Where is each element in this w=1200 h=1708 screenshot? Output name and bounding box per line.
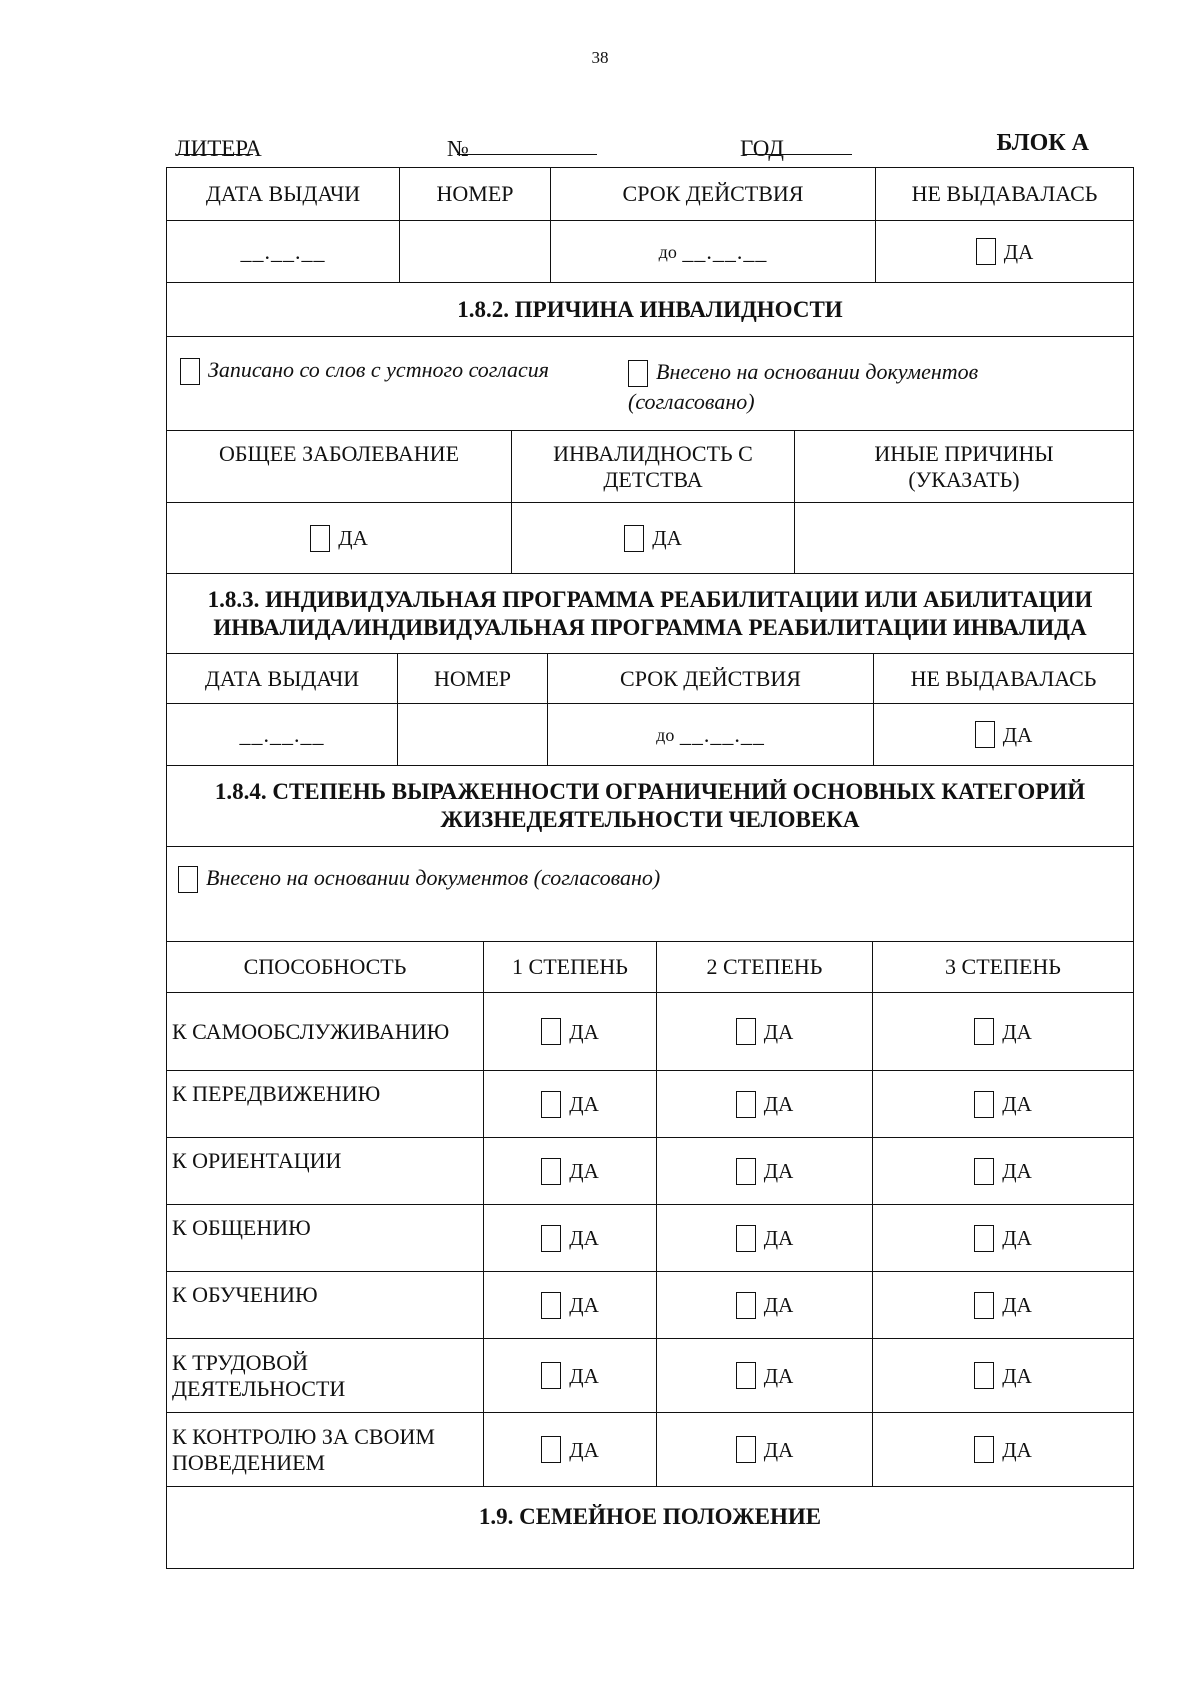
checkbox[interactable] <box>736 1362 756 1389</box>
ipr-date-field[interactable]: __.__.__ <box>167 704 398 765</box>
checkbox[interactable] <box>541 1158 561 1185</box>
ipr-title-row <box>167 574 1133 654</box>
checkbox[interactable] <box>736 1225 756 1252</box>
cause-title-row <box>167 283 1133 337</box>
cause-col-childhood: ИНВАЛИДНОСТЬ С ДЕТСТВА <box>512 431 795 502</box>
checkbox[interactable] <box>974 1225 994 1252</box>
checkbox[interactable] <box>974 1436 994 1463</box>
checkbox[interactable] <box>976 238 996 265</box>
cause-value-row <box>167 503 1133 574</box>
cause-notes-row <box>167 337 1133 431</box>
ability-label: К ОБУЧЕНИЮ <box>167 1272 484 1338</box>
general-illness-cell: ДА <box>167 503 512 573</box>
checkbox[interactable] <box>736 1091 756 1118</box>
checkbox[interactable] <box>975 721 995 748</box>
ipr-header-row <box>167 654 1133 704</box>
cert-date-field[interactable]: __.__.__ <box>167 221 400 282</box>
table-row: К САМООБСЛУЖИВАНИЮ ДА ДА ДА <box>167 993 1133 1071</box>
section-title: 1.9. СЕМЕЙНОЕ ПОЛОЖЕНИЕ <box>478 1504 822 1529</box>
checkbox[interactable] <box>178 866 198 893</box>
limits-col-ability: СПОСОБНОСТЬ <box>167 942 484 992</box>
cert-col-not-issued: НЕ ВЫДАВАЛАСЬ <box>911 181 1098 206</box>
page-number: 38 <box>591 48 609 67</box>
checkbox[interactable] <box>974 1091 994 1118</box>
cert-value-row <box>167 221 1133 283</box>
cert-not-issued-cell: ДА <box>876 221 1133 282</box>
ipr-col-validity: СРОК ДЕЙСТВИЯ <box>548 654 874 703</box>
checkbox[interactable] <box>541 1018 561 1045</box>
table-row: К ОБЩЕНИЮ ДА ДА ДА <box>167 1205 1133 1272</box>
ipr-validity-field[interactable]: до __.__.__ <box>548 704 874 765</box>
ability-label: К ОРИЕНТАЦИИ <box>167 1138 484 1204</box>
limits-title-row <box>167 766 1133 847</box>
limits-col-degree-1: 1 СТЕПЕНЬ <box>484 942 657 992</box>
table-row: К КОНТРОЛЮ ЗА СВОИМ ПОВЕДЕНИЕМ ДА ДА ДА <box>167 1413 1133 1487</box>
checkbox[interactable] <box>310 525 330 552</box>
checkbox[interactable] <box>628 360 648 387</box>
checkbox[interactable] <box>974 1018 994 1045</box>
cert-number-field[interactable] <box>400 221 551 282</box>
checkbox[interactable] <box>736 1018 756 1045</box>
limits-documents-option: Внесено на основании документов (согласовано) <box>178 865 660 893</box>
checkbox[interactable] <box>541 1436 561 1463</box>
section-title: 1.8.2. ПРИЧИНА ИНВАЛИДНОСТИ <box>457 296 843 322</box>
ipr-col-date: ДАТА ВЫДАЧИ <box>167 654 398 703</box>
ipr-value-row <box>167 704 1133 766</box>
cert-header-row <box>167 168 1133 221</box>
ability-label: К ПЕРЕДВИЖЕНИЮ <box>167 1071 484 1137</box>
block-label: БЛОК А <box>996 130 1089 156</box>
other-causes-field[interactable] <box>795 503 1133 573</box>
checkbox[interactable] <box>974 1292 994 1319</box>
ability-label: К ОБЩЕНИЮ <box>167 1205 484 1271</box>
cause-col-other: ИНЫЕ ПРИЧИНЫ (УКАЗАТЬ) <box>874 441 1054 492</box>
section-title: 1.8.4. СТЕПЕНЬ ВЫРАЖЕННОСТИ ОГРАНИЧЕНИЙ ОСНОВНЫХ КАТЕГОРИЙ ЖИЗНЕДЕЯТЕЛЬНОСТИ ЧЕЛОВЕКА <box>214 779 1086 832</box>
checkbox[interactable] <box>736 1158 756 1185</box>
form-table <box>166 167 1134 1569</box>
table-row: К ОБУЧЕНИЮ ДА ДА ДА <box>167 1272 1133 1339</box>
section-title: 1.8.3. ИНДИВИДУАЛЬНАЯ ПРОГРАММА РЕАБИЛИТАЦИИ ИЛИ АБИЛИТАЦИИ ИНВАЛИДА/ИНДИВИДУАЛЬНАЯ ПРОГРАММА РЕАБИЛИТАЦИИ ИНВАЛИДА <box>207 586 1093 640</box>
checkbox[interactable] <box>541 1225 561 1252</box>
cert-col-validity: СРОК ДЕЙСТВИЯ <box>551 168 876 220</box>
table-row: К ТРУДОВОЙ ДЕЯТЕЛЬНОСТИ ДА ДА ДА <box>167 1339 1133 1413</box>
checkbox[interactable] <box>541 1292 561 1319</box>
limits-header-row <box>167 942 1133 993</box>
cause-header-row <box>167 431 1133 503</box>
checkbox[interactable] <box>541 1091 561 1118</box>
ipr-col-not-issued: НЕ ВЫДАВАЛАСЬ <box>910 665 1097 691</box>
family-row <box>167 1487 1133 1568</box>
cert-col-date: ДАТА ВЫДАЧИ <box>167 168 400 220</box>
cert-validity-field[interactable]: до __.__.__ <box>551 221 876 282</box>
oral-consent-option: Записано со слов с устного согласия <box>180 357 549 385</box>
cert-col-number: НОМЕР <box>400 168 551 220</box>
ipr-number-field[interactable] <box>398 704 548 765</box>
limits-note-row <box>167 847 1133 942</box>
table-row: К ОРИЕНТАЦИИ ДА ДА ДА <box>167 1138 1133 1205</box>
limits-col-degree-2: 2 СТЕПЕНЬ <box>657 942 873 992</box>
ipr-not-issued-cell: ДА <box>874 704 1133 765</box>
cause-col-general: ОБЩЕЕ ЗАБОЛЕВАНИЕ <box>167 431 512 502</box>
table-row: К ПЕРЕДВИЖЕНИЮ ДА ДА ДА <box>167 1071 1133 1138</box>
ability-label: К ТРУДОВОЙ ДЕЯТЕЛЬНОСТИ <box>167 1339 484 1412</box>
form-header: ЛИТЕРА № ГОД БЛОК А <box>175 130 1089 161</box>
checkbox[interactable] <box>180 358 200 385</box>
checkbox[interactable] <box>736 1436 756 1463</box>
ability-label: К САМООБСЛУЖИВАНИЮ <box>167 993 484 1070</box>
limits-col-degree-3: 3 СТЕПЕНЬ <box>945 954 1061 979</box>
documents-option: Внесено на основании документов (согласовано) <box>628 359 979 415</box>
ability-label: К КОНТРОЛЮ ЗА СВОИМ ПОВЕДЕНИЕМ <box>167 1413 484 1486</box>
checkbox[interactable] <box>736 1292 756 1319</box>
checkbox[interactable] <box>541 1362 561 1389</box>
checkbox[interactable] <box>624 525 644 552</box>
ipr-col-number: НОМЕР <box>398 654 548 703</box>
checkbox[interactable] <box>974 1158 994 1185</box>
checkbox[interactable] <box>974 1362 994 1389</box>
childhood-cell: ДА <box>512 503 795 573</box>
